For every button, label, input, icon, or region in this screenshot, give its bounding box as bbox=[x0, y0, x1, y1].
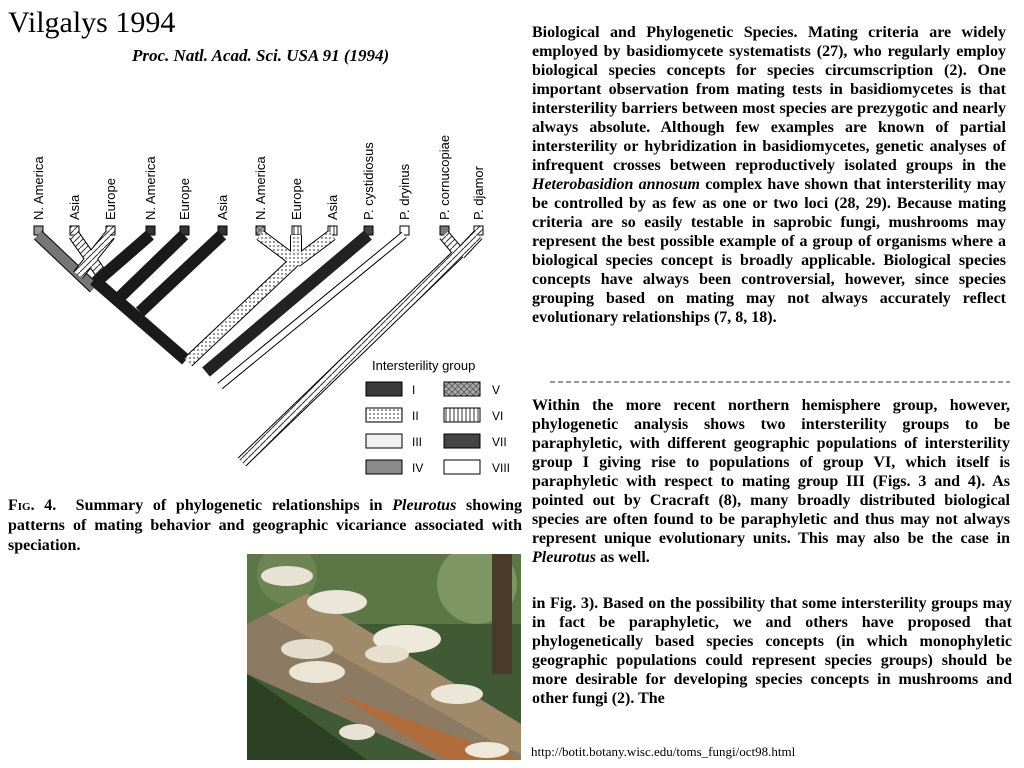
legend-title: Intersterility group bbox=[372, 358, 476, 373]
taxon-label: N. America bbox=[143, 156, 158, 220]
caption-text: showing patterns of mating behavior and geographic vicariance associated with speciation. bbox=[8, 497, 523, 554]
taxon-label: Europe bbox=[103, 178, 118, 220]
caption-genus: Pleurotus bbox=[392, 497, 457, 514]
taxon-p-dryinus bbox=[397, 163, 412, 235]
genus-name: Pleurotus bbox=[532, 549, 597, 566]
taxon-label: P. cornucopiae bbox=[437, 134, 452, 220]
taxon-label: Europe bbox=[289, 178, 304, 220]
taxon-europe-3 bbox=[289, 178, 304, 235]
taxon-label: N. America bbox=[31, 156, 46, 220]
taxon-p-cystidiosus bbox=[361, 142, 376, 235]
taxon-label: Asia bbox=[325, 194, 340, 220]
cropped-text-edge bbox=[550, 380, 1010, 384]
taxon-n-america-2 bbox=[143, 156, 158, 235]
taxon-tips bbox=[31, 135, 486, 235]
taxon-n-america-1 bbox=[31, 156, 46, 235]
legend-item-III bbox=[366, 434, 422, 449]
taxon-label: Asia bbox=[67, 194, 82, 220]
slide-title: Vilgalys 1994 bbox=[8, 6, 176, 39]
svg-text:II: II bbox=[412, 409, 419, 423]
paragraph-phylogenetic-concepts: in Fig. 3). Based on the possibility that some intersterility groups may in fact be paraphyletic, we and others have proposed that phylogenetically based species concepts (in which monophyletic geographic populations could represent species groups) should be more desirable for developing species concepts in mushrooms and other fungi (2). The bbox=[532, 595, 1012, 707]
svg-text:VI: VI bbox=[492, 409, 504, 423]
taxon-asia-1 bbox=[67, 194, 82, 235]
taxon-label: Asia bbox=[215, 194, 230, 220]
caption-label: Fig. 4. bbox=[8, 497, 57, 514]
legend-item-II bbox=[366, 408, 419, 423]
svg-text:VIII: VIII bbox=[492, 461, 511, 475]
paragraph-species-concepts: Biological and Phylogenetic Species. Mating criteria are widely employed by basidiomycete systematists (27), who regularly employ biological species concepts for species circumscription (2). One important observation from mating tests in basidiomycetes is that intersterility barriers between most species are prezygotic and nearly always absolute. Although few examples are known of partial intersterility or hybridization in basidiomycetes, genetic analyses of infrequent crosses between reproductively isolated groups in the Heterobasidion annosum complex have shown that intersterility may be controlled by as few as one or two loci (28, 29). Because mating criteria are so easily testable in saprobic fungi, mushrooms may represent the best possible example of a group of organisms where a biological species concept is broadly applicable. Biological species concepts have always been controversial, however, since species grouping based on mating may not always accurately reflect evolutionary relationships (7, 8, 18). bbox=[532, 24, 1007, 326]
taxon-label: P. dryinus bbox=[397, 163, 412, 220]
taxon-label: P. cystidiosus bbox=[361, 142, 376, 220]
svg-text:VII: VII bbox=[492, 435, 507, 449]
taxon-asia-3 bbox=[325, 194, 340, 235]
legend-item-VIII bbox=[444, 460, 510, 475]
tree-branches bbox=[38, 235, 478, 462]
source-url: http://botit.botany.wisc.edu/toms_fungi/oct98.html bbox=[531, 744, 796, 759]
taxon-label: Europe bbox=[177, 178, 192, 220]
caption-text: Summary of phylogenetic relationships in bbox=[75, 497, 383, 514]
species-name: Heterobasidion annosum bbox=[532, 176, 700, 193]
legend-item-I bbox=[366, 382, 415, 397]
svg-text:I: I bbox=[412, 383, 416, 397]
taxon-p-cornucopiae bbox=[437, 135, 452, 235]
svg-text:III: III bbox=[412, 435, 423, 449]
paragraph-paraphyly: Within the more recent northern hemisphere group, however, phylogenetic analysis shows two intersterility groups to be paraphyletic, with different geographic populations of intersterility group I giving rise to populations of group VI, which itself is paraphyletic with respect to mating group III (Figs. 3 and 4). As pointed out by Cracraft (8), many broadly distributed biological species are often found to be paraphyletic and thus may not always represent unique evolutionary units. This may also be the case in Pleurotus as well. bbox=[532, 397, 1010, 566]
taxon-europe-2 bbox=[177, 178, 192, 235]
legend-item-VII bbox=[444, 434, 507, 449]
journal-reference: Proc. Natl. Acad. Sci. USA 91 (1994) bbox=[132, 46, 390, 65]
svg-text:V: V bbox=[492, 383, 501, 397]
section-heading: Biological and Phylogenetic Species. bbox=[532, 24, 798, 41]
taxon-asia-2 bbox=[215, 194, 230, 235]
figure-legend bbox=[366, 358, 510, 475]
taxon-p-djamor bbox=[471, 165, 486, 235]
taxon-n-america-3 bbox=[253, 156, 268, 235]
legend-item-V bbox=[444, 382, 500, 397]
taxon-label: P. djamor bbox=[471, 166, 486, 220]
phylogenetic-tree-figure bbox=[8, 92, 518, 492]
legend-item-IV bbox=[366, 460, 423, 475]
svg-text:IV: IV bbox=[412, 461, 424, 475]
legend-item-VI bbox=[444, 408, 503, 423]
taxon-europe-1 bbox=[103, 178, 118, 235]
figure-caption bbox=[8, 496, 522, 556]
taxon-label: N. America bbox=[253, 156, 268, 220]
oyster-mushroom-photo bbox=[247, 554, 521, 760]
